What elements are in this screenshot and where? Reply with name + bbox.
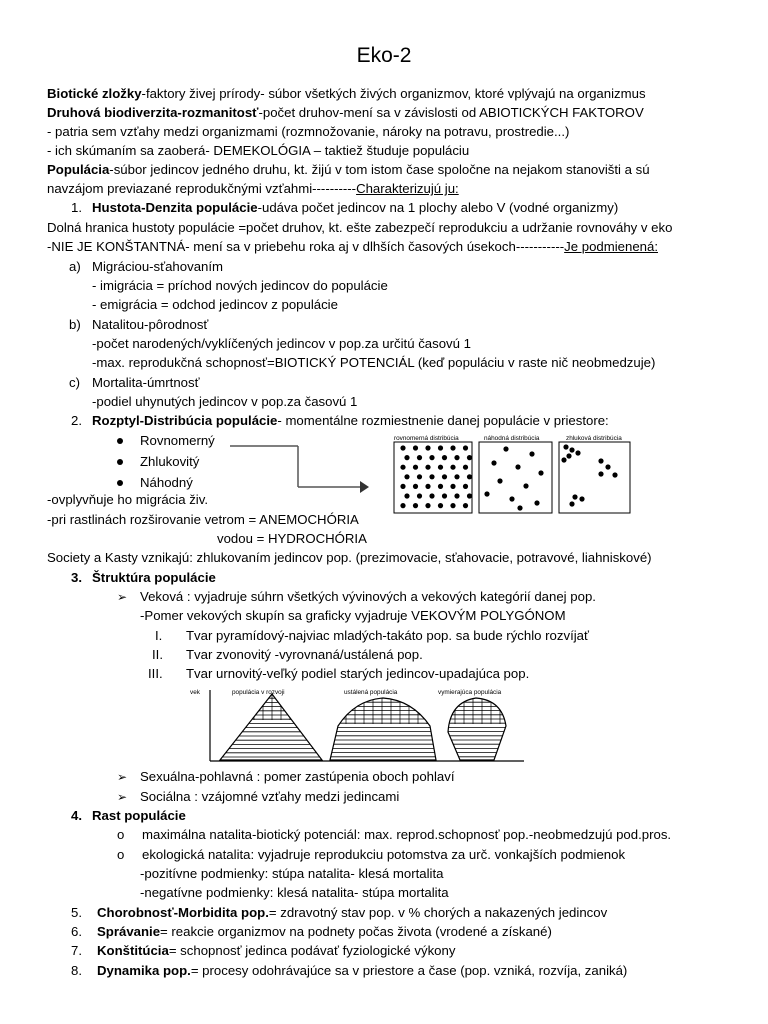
label-growing: populácia v rozvoji <box>232 689 285 696</box>
s3-social: Sociálna : vzájomné vzťahy medzi jedincami <box>140 789 400 804</box>
dot <box>413 503 418 508</box>
s4-o1: maximálna natalita-biotický potenciál: max. reprod.schopnosť pop.-neobmedzujú pod.pros. <box>142 827 672 842</box>
dot <box>413 445 418 450</box>
s2-line-4: Society a Kasty vznikajú: zhlukovaním jedincov pop. (prezimovacie, sťahovacie, potravové, liahniskové) <box>47 550 652 565</box>
bullet-icon <box>117 480 123 486</box>
dot <box>484 491 489 496</box>
clumped-box <box>559 442 630 513</box>
dot <box>503 446 508 451</box>
s3-type-3: Tvar urnovitý-veľký podiel starých jedincov-upadajúca pop. <box>186 666 530 681</box>
dist-label-random: náhodná distribúcia <box>484 435 540 442</box>
age-polygon-figure <box>190 686 530 764</box>
s1-c1: -podiel uhynutých jedincov v pop.za časovú 1 <box>92 394 358 409</box>
dot <box>429 455 434 460</box>
dot <box>442 455 447 460</box>
s1-a1: - imigrácia = príchod nových jedincov do populácie <box>92 278 388 293</box>
dot <box>450 465 455 470</box>
dot <box>413 465 418 470</box>
dot <box>400 484 405 489</box>
dot <box>467 474 472 479</box>
s3-age-1: Veková : vyjadruje súhrn všetkých vývinových a vekových kategórií danej pop. <box>140 589 596 604</box>
bell-shape <box>330 698 436 760</box>
circle-bullet-icon: o <box>117 847 125 862</box>
s1-line-2: Dolná hranica hustoty populácie =počet druhov, kt. ešte zabezpečí reprodukciu a udržanie rovnováhy v eko <box>47 220 673 235</box>
dist-label-clumped: zhluková distribúcia <box>566 435 622 442</box>
label-declining: vymierajúca populácia <box>438 689 502 696</box>
s1-heading: Hustota-Denzita populácie-udáva počet jedincov na 1 plochy alebo V (vodné organizmy) <box>92 200 619 215</box>
s2-heading: Rozptyl-Distribúcia populácie- momentálne rozmiestnenie danej populácie v priestore: <box>92 413 609 428</box>
dot <box>517 505 522 510</box>
dot <box>575 450 580 455</box>
s1-b2: -max. reprodukčná schopnosť=BIOTICKÝ POTENCIÁL (keď populáciu v raste nič neobmedzuje) <box>92 355 656 370</box>
s3-roman-3: III. <box>148 666 163 681</box>
s2-line-2: -pri rastlinách rozširovanie vetrom = ANEMOCHÓRIA <box>47 512 359 527</box>
dot <box>463 503 468 508</box>
bell-hatch <box>328 698 438 757</box>
arrow-bullet-icon: ➢ <box>117 770 128 784</box>
urn-shape <box>448 698 506 760</box>
circle-bullet-icon: o <box>117 827 125 842</box>
age-axis-label: vek <box>190 689 200 696</box>
dot <box>438 503 443 508</box>
s3-roman-1: I. <box>155 628 163 643</box>
s7-num: 7. <box>71 943 82 958</box>
intro-line-2: Druhová biodiverzita-rozmanitosť-počet druhov-mení sa v závislosti od ABIOTICKÝCH FAKTOROV <box>47 105 644 120</box>
dot <box>463 465 468 470</box>
s3-num: 3. <box>71 570 82 585</box>
s3-type-2: Tvar zvonovitý -vyrovnaná/ustálená pop. <box>186 647 423 662</box>
s3-heading: Štruktúra populácie <box>92 570 216 585</box>
dot <box>425 465 430 470</box>
connector-arrow <box>228 440 373 496</box>
s1-a: Migráciou-sťahovaním <box>92 259 224 274</box>
pyramid-shape <box>220 694 322 760</box>
dot <box>450 484 455 489</box>
dot <box>442 474 447 479</box>
dot <box>417 474 422 479</box>
dot <box>515 464 520 469</box>
dot <box>454 455 459 460</box>
dot <box>538 470 543 475</box>
term-population: Populácia <box>47 162 110 177</box>
random-box <box>479 442 552 513</box>
s3-sexual: Sexuálna-pohlavná : pomer zastúpenia oboch pohlaví <box>140 769 455 784</box>
s4-heading: Rast populácie <box>92 808 186 823</box>
dot <box>572 494 577 499</box>
s2-bullet-2: Zhlukovitý <box>140 454 200 469</box>
s3-type-1: Tvar pyramídový-najviac mladých-takáto pop. sa bude rýchlo rozvíjať <box>186 628 589 643</box>
intro-line-5: Populácia-súbor jedincov jedného druhu, kt. žijú v tom istom čase spoločne na nejakom stanovišti a sú <box>47 162 650 177</box>
dot <box>442 493 447 498</box>
intro-line-3: - patria sem vzťahy medzi organizmami (rozmnožovanie, nároky na potravu, prostredie...) <box>47 124 570 139</box>
s2-bullet-3: Náhodný <box>140 475 193 490</box>
dot <box>413 484 418 489</box>
dot <box>605 464 610 469</box>
dot <box>579 496 584 501</box>
s1-b1: -počet narodených/vyklíčených jedincov v pop.za určitú časovú 1 <box>92 336 471 351</box>
dot <box>612 472 617 477</box>
dot <box>598 471 603 476</box>
s1-a2: - emigrácia = odchod jedincov z populácie <box>92 297 338 312</box>
s1-line-3: -NIE JE KONŠTANTNÁ- mení sa v priebehu roka aj v dlhších časových úsekoch-----------Je podmienená: <box>47 239 658 254</box>
s6-line: Správanie= reakcie organizmov na podnety počas života (vrodené a získané) <box>97 924 552 939</box>
dot <box>400 445 405 450</box>
dot <box>534 500 539 505</box>
intro-line-6: navzájom previazané reprodukčnými vzťahmi----------Charakterizujú ju: <box>47 181 459 196</box>
dot <box>497 478 502 483</box>
s1-a-num: a) <box>69 259 81 274</box>
dot <box>400 503 405 508</box>
dot <box>598 458 603 463</box>
dot <box>566 453 571 458</box>
distribution-figure <box>386 431 631 515</box>
clumped-dots <box>561 444 617 506</box>
dot <box>438 465 443 470</box>
s2-num: 2. <box>71 413 82 428</box>
dot <box>509 496 514 501</box>
s4-p2: -negatívne podmienky: klesá natalita- stúpa mortalita <box>140 885 449 900</box>
s1-c: Mortalita-úmrtnosť <box>92 375 200 390</box>
dot <box>438 484 443 489</box>
s1-c-num: c) <box>69 375 80 390</box>
dot <box>450 503 455 508</box>
s7-line: Konštitúcia= schopnosť jedinca podávať fyziologické výkony <box>97 943 456 958</box>
dot <box>467 455 472 460</box>
bullet-icon <box>117 459 123 465</box>
dot <box>523 483 528 488</box>
dot <box>425 503 430 508</box>
s8-num: 8. <box>71 963 82 978</box>
pyramid-hatch <box>218 694 324 757</box>
dot <box>400 465 405 470</box>
s3-age-2: -Pomer vekových skupín sa graficky vyjadruje VEKOVÝM POLYGÓNOM <box>140 608 566 623</box>
intro-line-4: - ich skúmaním sa zaoberá- DEMEKOLÓGIA – taktiež študuje populáciu <box>47 143 470 158</box>
dot <box>425 445 430 450</box>
even-dots <box>400 445 472 508</box>
s2-bullet-1: Rovnomerný <box>140 433 215 448</box>
dot <box>491 460 496 465</box>
page-title: Eko-2 <box>356 44 412 67</box>
s8-line: Dynamika pop.= procesy odohrávajúce sa v priestore a čase (pop. vzniká, rozvíja, zaniká) <box>97 963 628 978</box>
dot <box>467 493 472 498</box>
s3-roman-2: II. <box>152 647 163 662</box>
dot <box>529 451 534 456</box>
label-stable: ustálená populácia <box>344 689 398 696</box>
dot <box>417 493 422 498</box>
dot <box>404 455 409 460</box>
dot <box>569 501 574 506</box>
s2-line-1: -ovplyvňuje ho migrácia živ. <box>47 492 208 507</box>
arrow-bullet-icon: ➢ <box>117 590 128 604</box>
s5-num: 5. <box>71 905 82 920</box>
dot <box>463 445 468 450</box>
s4-o2: ekologická natalita: vyjadruje reprodukciu potomstva za urč. vonkajších podmienok <box>142 847 626 862</box>
dot <box>404 474 409 479</box>
dot <box>417 455 422 460</box>
dot <box>463 484 468 489</box>
s6-num: 6. <box>71 924 82 939</box>
intro-line-1: Biotické zložky-faktory živej prírody- súbor všetkých živých organizmov, ktoré vplývajú na organizmus <box>47 86 646 101</box>
s1-num: 1. <box>71 200 82 215</box>
s2-line-3: vodou = HYDROCHÓRIA <box>217 531 367 546</box>
dot <box>454 474 459 479</box>
dot <box>561 457 566 462</box>
dot <box>429 493 434 498</box>
term-biotic-components: Biotické zložky <box>47 86 142 101</box>
s4-num: 4. <box>71 808 82 823</box>
dot <box>429 474 434 479</box>
s4-p1: -pozitívne podmienky: stúpa natalita- klesá mortalita <box>140 866 444 881</box>
dot <box>404 493 409 498</box>
dot <box>563 444 568 449</box>
bullet-icon <box>117 438 123 444</box>
s1-b: Natalitou-pôrodnosť <box>92 317 209 332</box>
dot <box>438 445 443 450</box>
term-biodiversity: Druhová biodiverzita-rozmanitosť <box>47 105 259 120</box>
dot <box>569 447 574 452</box>
dot <box>450 445 455 450</box>
s1-b-num: b) <box>69 317 81 332</box>
arrow-bullet-icon: ➢ <box>117 790 128 804</box>
s5-line: Chorobnosť-Morbidita pop.= zdravotný stav pop. v % chorých a nakazených jedincov <box>97 905 608 920</box>
dot <box>425 484 430 489</box>
random-dots <box>484 446 543 510</box>
dist-label-even: rovnomerná distribúcia <box>394 435 459 442</box>
dot <box>454 493 459 498</box>
